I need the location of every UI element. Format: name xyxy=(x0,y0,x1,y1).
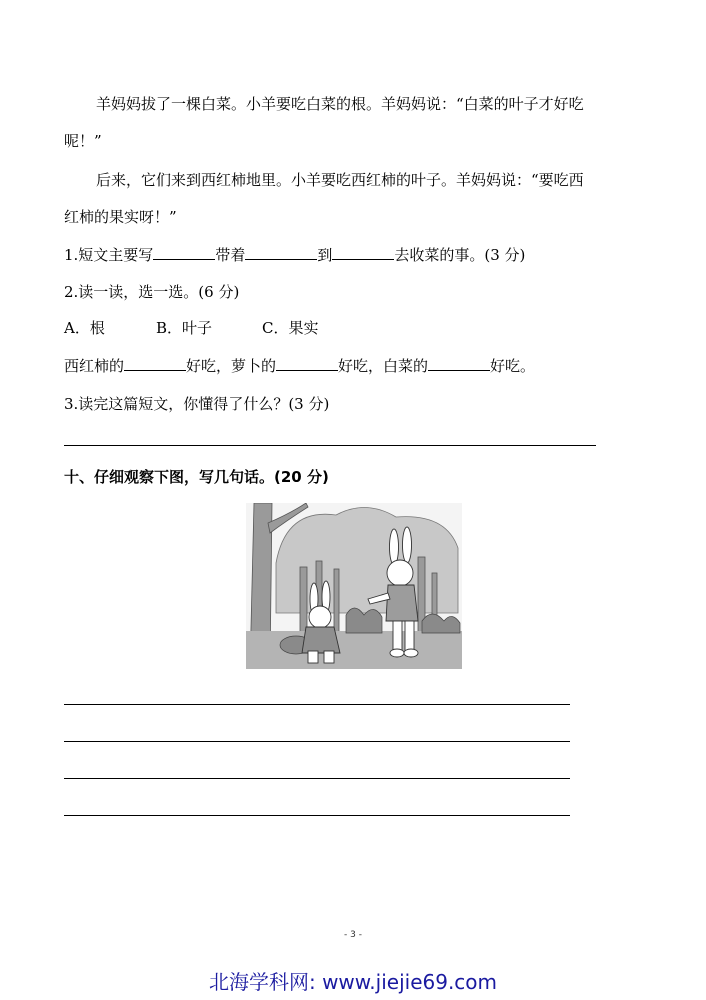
answer-blank[interactable] xyxy=(245,245,317,260)
question-3-title: 3.读完这篇短文，你懂得了什么？(3 分) xyxy=(64,395,330,413)
answer-blank[interactable] xyxy=(332,245,394,260)
q2-text: 好吃。 xyxy=(490,357,536,375)
passage-line: 后来，它们来到西红柿地里。小羊要吃西红柿的叶子。羊妈妈说：“要吃西 xyxy=(96,171,584,189)
q1-prefix: 1.短文主要写 xyxy=(64,246,154,264)
q2-sentence xyxy=(64,356,535,376)
page-number: - 3 - xyxy=(344,930,362,940)
option-c: C．果实 xyxy=(262,319,319,337)
passage-line: 羊妈妈拔了一棵白菜。小羊要吃白菜的根。羊妈妈说：“白菜的叶子才好吃 xyxy=(96,95,584,113)
passage-line: 红柿的果实呀！” xyxy=(64,208,177,226)
answer-blank[interactable] xyxy=(428,356,490,371)
writing-line[interactable] xyxy=(64,704,570,705)
question-2-title: 2.读一读，选一选。(6 分) xyxy=(64,283,240,301)
section-10-heading: 十、仔细观察下图，写几句话。(20 分) xyxy=(64,468,329,486)
option-b: B．叶子 xyxy=(156,319,213,337)
q1-word: 到 xyxy=(317,246,333,264)
q1-suffix: 去收菜的事。(3 分) xyxy=(394,246,526,264)
answer-blank[interactable] xyxy=(276,356,338,371)
writing-line[interactable] xyxy=(64,741,570,742)
q2-options xyxy=(64,318,318,338)
answer-line[interactable] xyxy=(64,445,596,446)
passage-line: 呢！” xyxy=(64,132,102,150)
q2-text: 西红柿的 xyxy=(64,357,125,375)
q1-word: 带着 xyxy=(215,246,246,264)
rabbits-illustration xyxy=(246,503,462,669)
footer-watermark[interactable]: 北海学科网: www.jiejie69.com xyxy=(208,970,498,994)
answer-blank[interactable] xyxy=(153,245,215,260)
question-1 xyxy=(64,245,525,265)
answer-blank[interactable] xyxy=(124,356,186,371)
option-a: A．根 xyxy=(64,319,105,337)
writing-line[interactable] xyxy=(64,815,570,816)
q2-text: 好吃，萝卜的 xyxy=(186,357,277,375)
writing-line[interactable] xyxy=(64,778,570,779)
q2-text: 好吃，白菜的 xyxy=(338,357,429,375)
